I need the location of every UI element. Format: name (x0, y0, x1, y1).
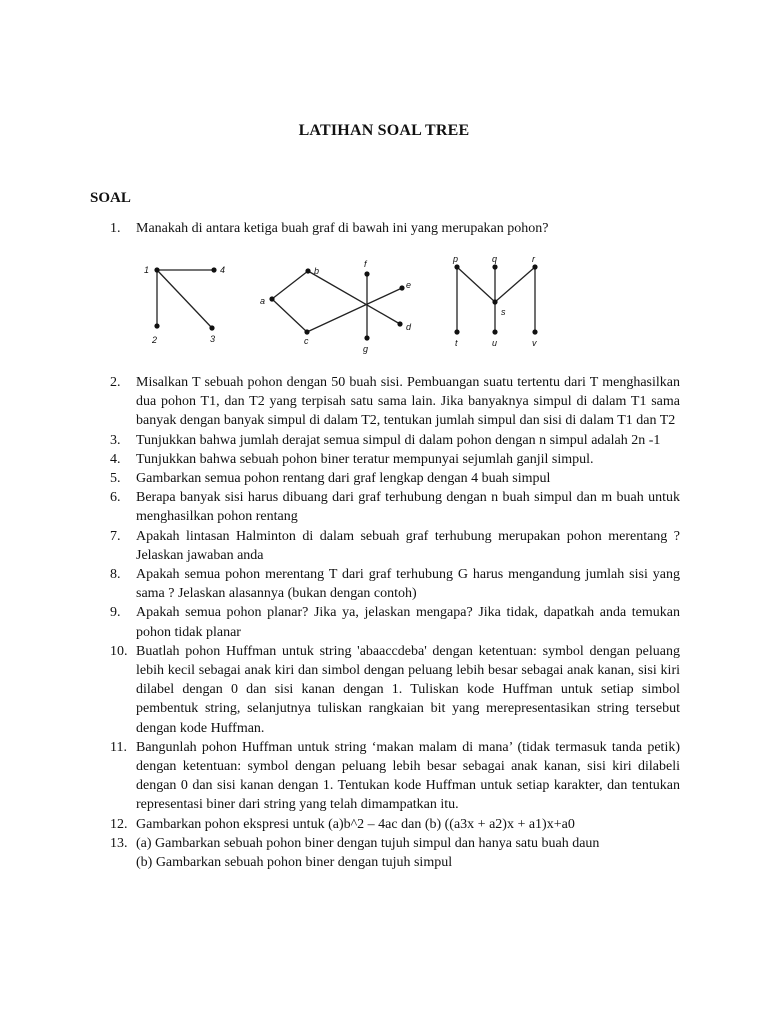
vertex-label: v (532, 338, 537, 348)
vertex-label: t (455, 338, 458, 348)
vertex-label: p (453, 254, 459, 264)
question-text: Bangunlah pohon Huffman untuk string ‘makan malam di mana’ (tidak termasuk tanda petik) dengan ketentuan: symbol dengan peluang lebih besar sebagai anak kanan, sisi kiri dilabeli dengan 0 dan sisi kanan dengan 1. Tentukan kode Huffman untuk setiap karakter, dan tentukan representasi biner dari string yang telah dimampatkan itu. (136, 739, 680, 813)
vertex-label: b (314, 266, 320, 276)
vertex-label: r (532, 254, 535, 264)
vertex-label: f (364, 259, 367, 269)
vertex-label: g (363, 344, 369, 354)
section-heading: SOAL (90, 190, 131, 206)
question-item (110, 527, 680, 565)
vertex-label: 1 (144, 265, 150, 275)
question-item (110, 450, 680, 469)
question-item (110, 565, 680, 603)
graph-figures (130, 252, 570, 362)
question-item (110, 488, 680, 526)
question-item (110, 373, 680, 431)
question-number: 1. (110, 221, 121, 236)
question-number: 7. (110, 528, 121, 544)
question-list (110, 373, 680, 872)
vertex-label: 3 (210, 334, 216, 344)
question-text: Tunjukkan bahwa jumlah derajat semua simpul di dalam pohon dengan n simpul adalah 2n -1 (136, 432, 661, 448)
question-number: 6. (110, 490, 121, 506)
question-number: 9. (110, 605, 121, 621)
question-number: 13. (110, 835, 128, 851)
question-text: Tunjukkan bahwa sebuah pohon biner teratur mempunyai sejumlah ganjil simpul. (136, 451, 594, 467)
question-number: 5. (110, 471, 121, 487)
vertex-label: q (492, 254, 498, 264)
question-item (110, 603, 680, 641)
question-number: 10. (110, 643, 128, 659)
question-number: 2. (110, 375, 121, 390)
question-text: Manakah di antara ketiga buah graf di bawah ini yang merupakan pohon? (136, 221, 549, 236)
question-number: 8. (110, 567, 121, 583)
question-number: 12. (110, 816, 128, 832)
vertex-label: s (501, 307, 506, 317)
vertex-label: c (304, 336, 309, 346)
question-item (110, 469, 680, 488)
question-number: 11. (110, 739, 127, 755)
question-number: 3. (110, 432, 121, 448)
question-number: 4. (110, 451, 121, 467)
graph-figures-svg (130, 252, 570, 362)
document-title: LATIHAN SOAL TREE (298, 122, 470, 139)
question-1 (110, 219, 548, 238)
question-text: Apakah lintasan Halminton di dalam sebuah graf terhubung merupakan pohon merentang ? Jelaskan jawaban anda (136, 528, 680, 563)
question-text: Buatlah pohon Huffman untuk string 'abaaccdeba' dengan ketentuan: symbol dengan peluang lebih kecil sebagai anak kiri dan simbol dengan peluang lebih besar sebagai anak kanan, sisi kiri dilabel dengan 0 dan sisi kanan dengan 1. Tuliskan kode Huffman untuk setiap simbol pembentuk string, selanjutnya tuliskan rangkaian bit yang merepresentasikan string tersebut dengan kode Huffman. (136, 643, 680, 736)
question-item (110, 738, 680, 815)
question-item (110, 815, 680, 834)
vertex-label: a (260, 296, 266, 306)
vertex-label: 2 (152, 335, 158, 345)
vertex-label: d (406, 322, 412, 332)
question-text: Gambarkan pohon ekspresi untuk (a)b^2 – 4ac dan (b) ((a3x + a2)x + a1)x+a0 (136, 816, 575, 832)
question-text-b: (b) Gambarkan sebuah pohon biner dengan tujuh simpul (136, 855, 453, 871)
vertex-label: e (406, 280, 412, 290)
question-text: Berapa banyak sisi harus dibuang dari graf terhubung dengan n buah simpul dan m buah untuk menghasilkan pohon rentang (136, 490, 680, 525)
question-item (110, 834, 680, 872)
vertex-label: 4 (220, 265, 226, 275)
question-item (110, 431, 680, 450)
vertex-label: u (492, 338, 498, 348)
question-text-a: (a) Gambarkan sebuah pohon biner dengan tujuh simpul dan hanya satu buah daun (136, 835, 600, 851)
question-text: Apakah semua pohon planar? Jika ya, jelaskan mengapa? Jika tidak, dapatkah anda temukan pohon tidak planar (136, 605, 680, 640)
question-text: Gambarkan semua pohon rentang dari graf lengkap dengan 4 buah simpul (136, 471, 551, 487)
question-text: Misalkan T sebuah pohon dengan 50 buah sisi. Pembuangan suatu tertentu dari T menghasilkan dua pohon T1, dan T2 yang terpisah satu sama lain. Jika banyaknya simpul di dalam T1 sama banyak dengan banyak simpul di dalam T2, tentukan jumlah simpul dan sisi di dalam T1 dan T2 (136, 375, 680, 429)
question-item (110, 642, 680, 738)
question-text: Apakah semua pohon merentang T dari graf terhubung G harus mengandung jumlah sisi yang sama ? Jelaskan alasannya (bukan dengan contoh) (136, 567, 680, 602)
